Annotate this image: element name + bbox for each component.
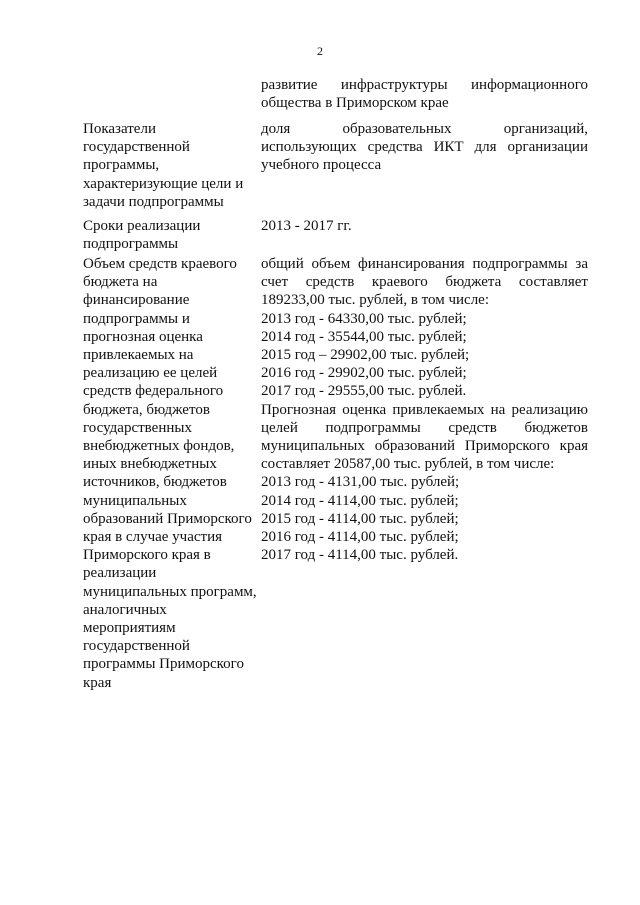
funding-line-14: 2014 год - 4114,00 тыс. рублей; [261, 492, 459, 509]
funding-line-13: 2013 год - 4131,00 тыс. рублей; [261, 474, 460, 491]
funding-line-10: целей подпрограммы средств бюджетов [261, 419, 588, 436]
indicators-line-1: доля образовательных организаций, [261, 121, 588, 137]
funding-line-16: 2016 год - 4114,00 тыс. рублей; [261, 529, 459, 546]
row-terms [83, 217, 590, 255]
funding-line-11: муниципальных образований Приморского края [261, 438, 588, 455]
passport-table [83, 76, 590, 692]
funding-line-1: общий объем финансирования подпрограммы за [261, 256, 588, 272]
row-terms-label: Сроки реализации подпрограммы [83, 218, 201, 253]
funding-line-4: 2013 год - 64330,00 тыс. рублей; [261, 310, 467, 327]
row-funding [83, 255, 590, 692]
row-funding-label: Объем средств краевого бюджета на финансирование подпрограммы и прогнозная оценка привлекаемых на реализацию ее целей средств федерального бюджета, бюджетов государственных внебюджетных фондов, иных внебюджетных источников, бюджетов муниципальных образований Приморского края в случае участия Приморского края в реализации муниципальных программ, аналогичных мероприятиям государственной программы Приморского края [83, 256, 257, 691]
funding-line-5: 2014 год - 35544,00 тыс. рублей; [261, 328, 467, 345]
row-funding-value [261, 255, 588, 564]
row-goal [83, 76, 590, 120]
indicators-line-2: использующих средства ИКТ для организации [261, 139, 588, 156]
funding-line-15: 2015 год - 4114,00 тыс. рублей; [261, 510, 459, 527]
row-indicators-label: Показатели государственной программы, характеризующие цели и задачи подпрограммы [83, 121, 244, 210]
goal-line-1: развитие инфраструктуры информационного [261, 77, 588, 93]
funding-line-3: 189233,00 тыс. рублей, в том числе: [261, 292, 490, 309]
goal-line-2: общества в Приморском крае [261, 95, 449, 112]
terms-line-1: 2013 - 2017 гг. [261, 218, 352, 234]
row-indicators-value [261, 120, 588, 175]
row-indicators [83, 120, 590, 217]
funding-line-12: составляет 20587,00 тыс. рублей, в том числе: [261, 456, 555, 473]
funding-line-6: 2015 год – 29902,00 тыс. рублей; [261, 347, 470, 364]
page-number: 2 [317, 44, 323, 58]
funding-line-8: 2017 год - 29555,00 тыс. рублей. [261, 383, 467, 400]
funding-line-17: 2017 год - 4114,00 тыс. рублей. [261, 547, 459, 564]
funding-line-7: 2016 год - 29902,00 тыс. рублей; [261, 365, 467, 382]
row-terms-value [261, 217, 588, 235]
funding-line-9: Прогнозная оценка привлекаемых на реализацию [261, 401, 588, 418]
row-goal-value [261, 76, 588, 112]
funding-line-2: счет средств краевого бюджета составляет [261, 274, 588, 291]
indicators-line-3: учебного процесса [261, 157, 382, 174]
